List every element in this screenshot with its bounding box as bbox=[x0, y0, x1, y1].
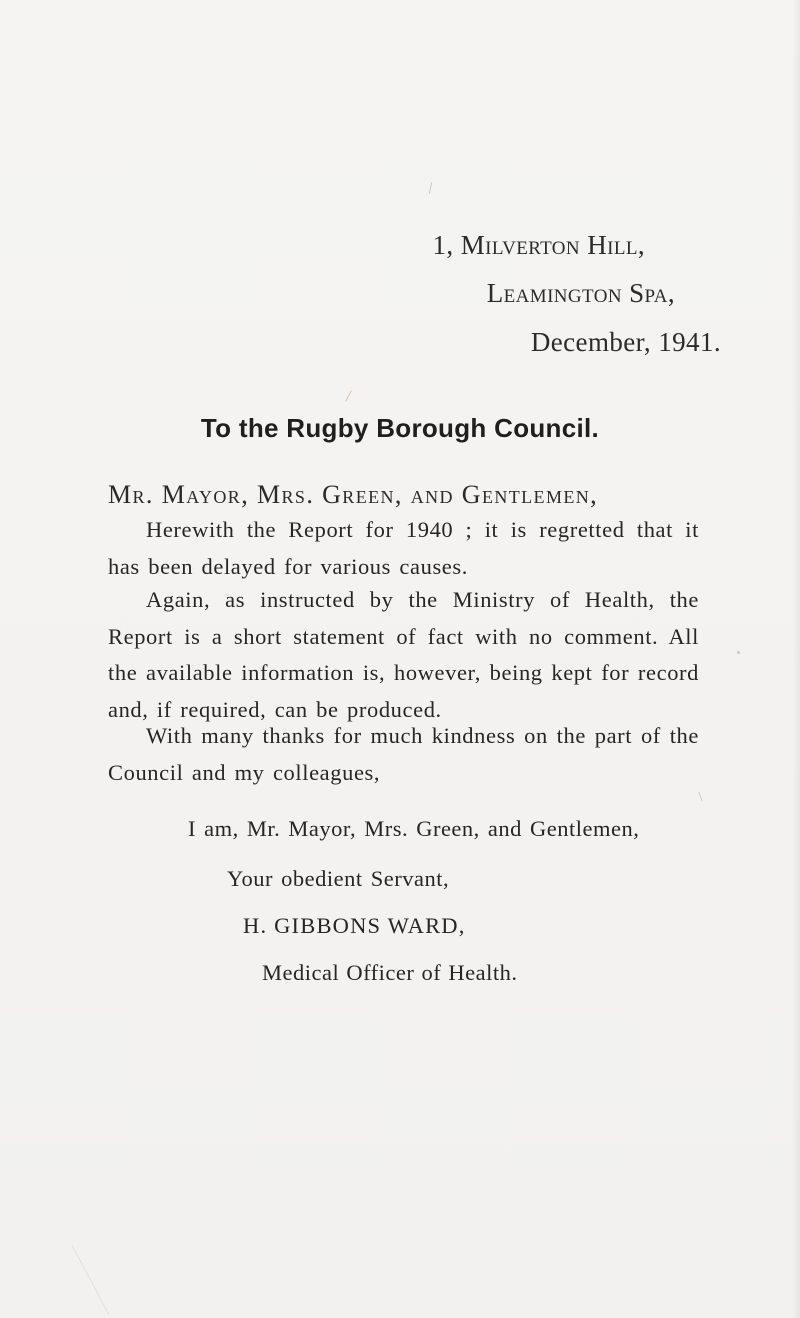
document-heading: To the Rugby Borough Council. bbox=[200, 413, 600, 443]
paper-mark bbox=[698, 792, 702, 801]
address-street: Milverton Hill, bbox=[460, 230, 645, 260]
address-number: 1, bbox=[432, 230, 454, 260]
paragraph-1: Herewith the Report for 1940 ; it is regretted that it has been delayed for various causes. bbox=[108, 517, 699, 579]
paper-mark bbox=[429, 182, 432, 194]
signature-title: Medical Officer of Health. bbox=[262, 960, 518, 985]
signature-name: H. GIBBONS WARD, bbox=[243, 913, 466, 938]
paper-mark bbox=[71, 1244, 109, 1315]
address-line-2: Leamington Spa, bbox=[486, 278, 675, 308]
closing-line-1: I am, Mr. Mayor, Mrs. Green, and Gentlemen, bbox=[188, 816, 640, 841]
paper-mark bbox=[398, 875, 401, 878]
salutation: Mr. Mayor, Mrs. Green, and Gentlemen, bbox=[108, 480, 599, 509]
document-date: December, 1941. bbox=[530, 327, 721, 357]
paragraph-2: Again, as instructed by the Ministry of Health, the Report is a short statement of fact with no comment. All the available information is, however, being kept for record and, if required, can be produced. bbox=[108, 587, 699, 722]
closing-line-2: Your obedient Servant, bbox=[227, 866, 450, 891]
address-line-1 bbox=[0, 232, 645, 259]
page-edge-shadow bbox=[792, 0, 800, 1318]
paper-mark bbox=[737, 651, 740, 654]
paper-mark bbox=[345, 390, 352, 401]
paragraph-3: With many thanks for much kindness on the part of the Council and my colleagues, bbox=[108, 723, 699, 785]
